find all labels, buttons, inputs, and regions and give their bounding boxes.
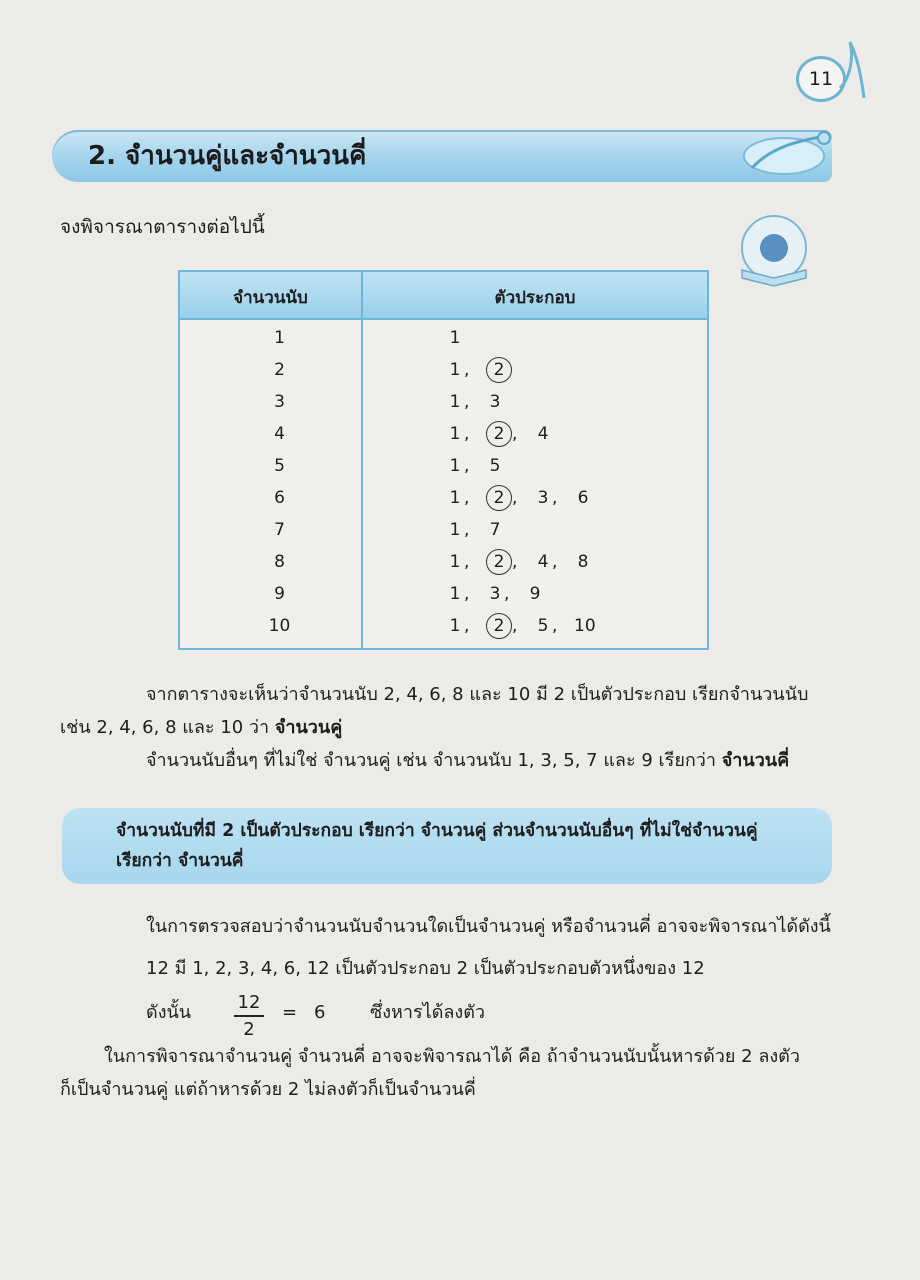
factor: 4 <box>537 424 549 444</box>
factors-cell <box>446 328 464 348</box>
factor: 1 <box>449 488 461 508</box>
paragraph-2-text: จำนวนนับอื่นๆ ที่ไม่ใช่ จำนวนคู่ เช่น จำนวนนับ 1, 3, 5, 7 และ 9 เรียกว่า <box>146 750 722 771</box>
factors-cell <box>446 456 504 476</box>
pen-decoration-icon <box>732 126 832 188</box>
factor: 9 <box>529 584 541 604</box>
factor-separator: , <box>464 360 470 380</box>
factor: 3 <box>537 488 549 508</box>
paragraph-3-line-1: ในการตรวจสอบว่าจำนวนนับจำนวนใดเป็นจำนวนคู่ หรือจำนวนคี่ อาจจะพิจารณาได้ดังนี้ <box>146 916 831 937</box>
counting-number-cell: 2 <box>274 360 285 380</box>
table-row <box>180 516 707 548</box>
factor-separator: , <box>512 488 518 508</box>
divisible-note: ซึ่งหารได้ลงตัว <box>370 1002 486 1023</box>
factor-separator: , <box>552 616 558 636</box>
factor-separator: , <box>504 584 510 604</box>
factor: 1 <box>449 424 461 444</box>
circled-factor: 2 <box>486 421 512 447</box>
fraction-numerator: 12 <box>237 992 261 1013</box>
factor-separator: , <box>512 424 518 444</box>
column-header-factors: ตัวประกอบ <box>494 288 576 308</box>
table-row <box>180 452 707 484</box>
factor-separator: , <box>512 616 518 636</box>
fraction <box>234 992 264 1040</box>
factor-separator: , <box>552 552 558 572</box>
factor-separator: , <box>464 424 470 444</box>
table-row <box>180 420 707 452</box>
factors-cell <box>446 584 544 604</box>
definition-text <box>116 816 806 876</box>
factor-separator: , <box>464 392 470 412</box>
factor-separator: , <box>464 520 470 540</box>
factors-cell <box>446 552 592 575</box>
factor: 8 <box>577 552 589 572</box>
factor-separator: , <box>464 616 470 636</box>
paragraph-1-line-1: จากตารางจะเห็นว่าจำนวนนับ 2, 4, 6, 8 และ 10 มี 2 เป็นตัวประกอบ เรียกจำนวนนับ <box>146 684 809 705</box>
section-title: 2. จำนวนคู่และจำนวนคี่ <box>88 141 367 171</box>
paragraph-4-line-1: ในการพิจารณาจำนวนคู่ จำนวนคี่ อาจจะพิจารณาได้ คือ ถ้าจำนวนนับนั้นหารด้วย 2 ลงตัว <box>104 1046 800 1067</box>
circled-factor: 2 <box>486 549 512 575</box>
counting-number-cell: 3 <box>274 392 285 412</box>
factor-separator: , <box>464 456 470 476</box>
paragraph-1-line-2 <box>60 713 342 743</box>
page-number-decoration-icon <box>836 38 866 102</box>
counting-number-cell: 9 <box>274 584 285 604</box>
factor: 10 <box>574 616 596 636</box>
table-row <box>180 324 707 356</box>
paragraph-2 <box>146 746 789 776</box>
factor: 5 <box>489 456 501 476</box>
factors-cell <box>446 392 504 412</box>
table-row <box>180 484 707 516</box>
counting-number-cell: 10 <box>268 616 291 636</box>
factor: 1 <box>449 552 461 572</box>
circled-factor: 2 <box>486 357 512 383</box>
page-number-text: 11 <box>808 68 834 90</box>
paragraph-4-line-2: ก็เป็นจำนวนคู่ แต่ถ้าหารด้วย 2 ไม่ลงตัวก็เป็นจำนวนคี่ <box>60 1079 476 1100</box>
factors-cell <box>446 488 592 511</box>
definition-line-2: เรียกว่า จำนวนคี่ <box>116 851 244 871</box>
factors-cell <box>446 360 512 383</box>
table-row <box>180 580 707 612</box>
counting-number-cell: 5 <box>274 456 285 476</box>
factor: 3 <box>489 392 501 412</box>
odd-number-term: จำนวนคี่ <box>721 750 790 771</box>
circled-factor: 2 <box>486 485 512 511</box>
factor: 5 <box>537 616 549 636</box>
factor: 1 <box>449 456 461 476</box>
factor: 6 <box>577 488 589 508</box>
counting-number-cell: 8 <box>274 552 285 572</box>
factors-cell <box>446 424 552 447</box>
factor: 1 <box>449 520 461 540</box>
factor: 1 <box>449 616 461 636</box>
factor-separator: , <box>512 552 518 572</box>
factor: 4 <box>537 552 549 572</box>
counting-number-cell: 4 <box>274 424 285 444</box>
table-row <box>180 356 707 388</box>
equals-sign: = <box>282 1002 298 1023</box>
factor-separator: , <box>464 552 470 572</box>
fraction-denominator: 2 <box>243 1018 255 1040</box>
book-globe-seal-icon <box>728 212 820 290</box>
factor-separator: , <box>552 488 558 508</box>
factor: 1 <box>449 392 461 412</box>
counting-number-cell: 7 <box>274 520 285 540</box>
definition-line-1: จำนวนนับที่มี 2 เป็นตัวประกอบ เรียกว่า จำนวนคู่ ส่วนจำนวนนับอื่นๆ ที่ไม่ใช่จำนวนคู่ <box>116 821 758 841</box>
factor: 1 <box>449 584 461 604</box>
factor-separator: , <box>464 488 470 508</box>
counting-number-cell: 6 <box>274 488 285 508</box>
counting-number-cell: 1 <box>274 328 285 348</box>
factor-separator: , <box>464 584 470 604</box>
table-row <box>180 388 707 420</box>
division-result: 6 <box>314 1002 326 1023</box>
paragraph-3-line-2: 12 มี 1, 2, 3, 4, 6, 12 เป็นตัวประกอบ 2 เป็นตัวประกอบตัวหนึ่งของ 12 <box>146 958 705 979</box>
factor: 1 <box>449 328 461 348</box>
column-header-counting-number: จำนวนนับ <box>233 288 308 308</box>
intro-text: จงพิจารณาตารางต่อไปนี้ <box>60 216 265 238</box>
circled-factor: 2 <box>486 613 512 639</box>
table-row <box>180 612 707 644</box>
factor: 3 <box>489 584 501 604</box>
factors-cell <box>446 616 596 639</box>
factor: 1 <box>449 360 461 380</box>
factor: 7 <box>489 520 501 540</box>
factor-table <box>178 270 709 650</box>
fraction-bar <box>234 1015 264 1017</box>
factors-cell <box>446 520 504 540</box>
table-row <box>180 548 707 580</box>
paragraph-1-line-2-text: เช่น 2, 4, 6, 8 และ 10 ว่า <box>60 717 275 738</box>
therefore-label: ดังนั้น <box>146 1002 192 1023</box>
even-number-term: จำนวนคู่ <box>274 717 343 738</box>
